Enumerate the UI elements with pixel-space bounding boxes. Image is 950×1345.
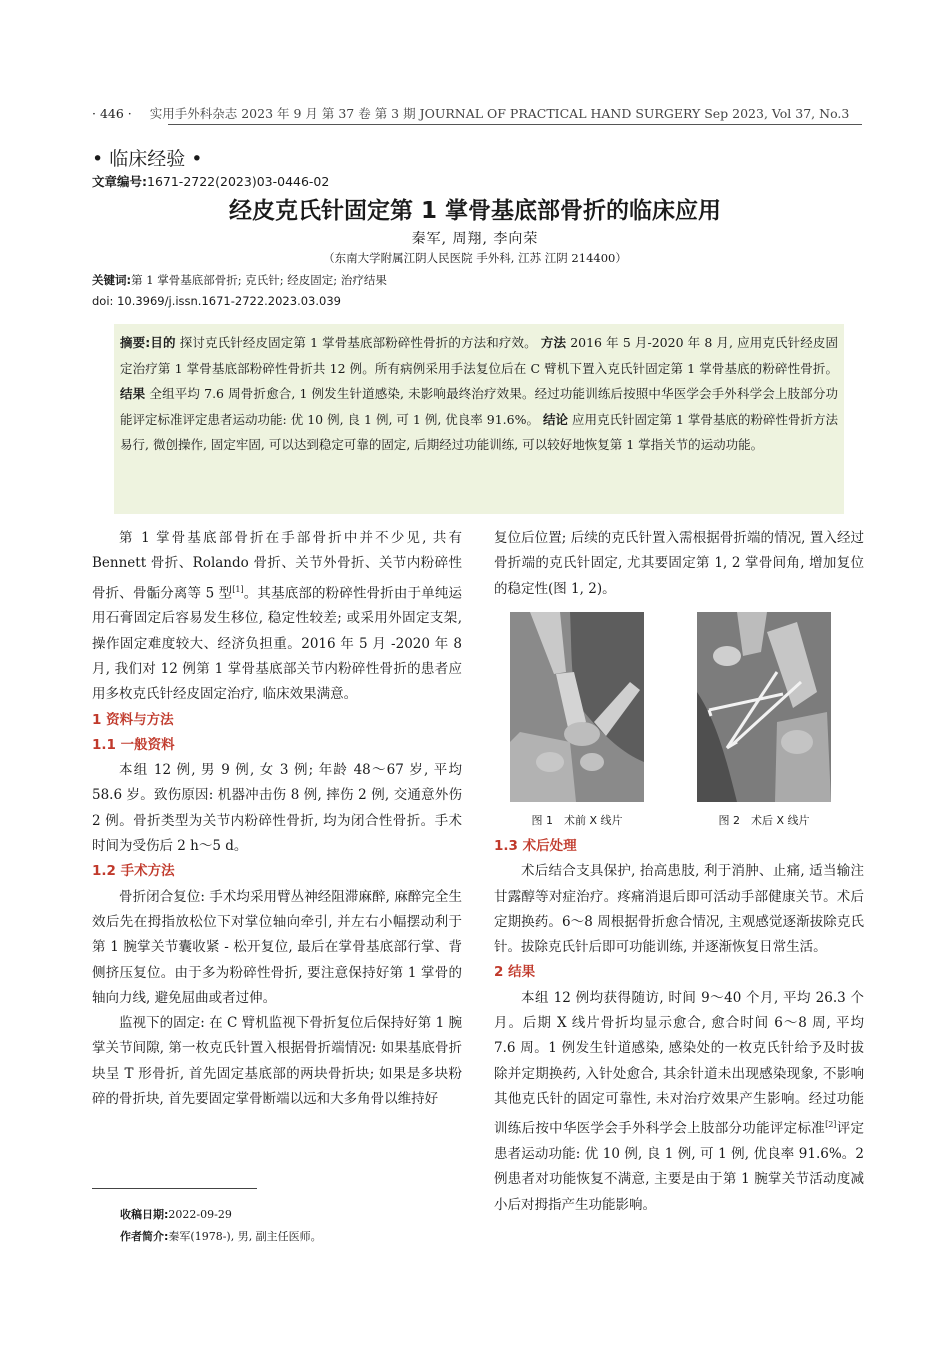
header-rule: [168, 124, 862, 125]
intro-text-2: 。其基底部的粉碎性骨折由于单纯运用石膏固定后容易发生移位, 稳定性较差; 或采用外固定支架, 操作固定难度较大、经济负担重。2016 年 5 月 -2020 年 8 月, 我们对 12 例第 1 掌骨基底部关节内粉碎性骨折的患者应用多枚克氏针经皮固定治疗, 临床效果满意。: [92, 585, 463, 703]
page-number: · 446 ·: [92, 106, 132, 121]
section-tag: • 临床经验 •: [92, 148, 203, 170]
right-column-top: [494, 526, 864, 602]
article-number-value: 1671-2722(2023)03-0446-02: [147, 174, 330, 189]
results-paragraph: [494, 986, 864, 1218]
continuation-paragraph: 复位后位置; 后续的克氏针置入需根据骨折端的情况, 置入经过骨折端的克氏针固定, 尤其要固定第 1, 2 掌骨间角, 增加复位的稳定性(图 1, 2)。: [494, 530, 864, 597]
heading-surgical-method: 1.2 手术方法: [92, 863, 175, 880]
keywords-label: 关键词:: [92, 273, 132, 287]
abstract-label: 摘要:: [120, 335, 151, 350]
running-header: [92, 104, 862, 122]
conclusion-label: 结论: [542, 411, 568, 427]
results-label: 结果: [120, 386, 146, 401]
reduction-paragraph: 骨折闭合复位: 手术均采用臂丛神经阻滞麻醉, 麻醉完全生效后先在拇指放松位下对掌位轴向牵引, 并左右小幅摆动利于第 1 腕掌关节囊收紧 - 松开复位, 最后在掌骨基底部行掌、背侧挤压复位。由于多为粉碎性骨折, 要注意保持好第 1 掌骨的轴向力线, 避免屈曲或者过伸。: [92, 888, 462, 1006]
objective-label: 目的: [150, 335, 176, 350]
left-column: [92, 526, 462, 1112]
keywords-value: 第 1 掌骨基底部骨折; 克氏针; 经皮固定; 治疗结果: [131, 273, 387, 287]
results-text-1: 本组 12 例均获得随访, 时间 9～40 个月, 平均 26.3 个月。后期 X 线片骨折均显示愈合, 愈合时间 6～8 周, 平均 7.6 周。1 例发生针道感染, 感染处的一枚克氏针给予及时拔除并定期换药, 入针处愈合, 其余针道未出现感染现象, 不影响其他克氏针的固定可靠性, 未对治疗效果产生影响。经过功能训练后按中华医学会手外科学会上肢部分功能评定标准: [494, 989, 864, 1137]
abstract-box: [114, 324, 844, 514]
postop-xray-figure: [697, 612, 831, 802]
received-label: 收稿日期:: [120, 1208, 169, 1221]
heading-postop: 1.3 术后处理: [494, 838, 577, 854]
author-bio: [120, 1228, 322, 1244]
methods-text: 2016 年 5 月-2020 年 8 月, 应用克氏针经皮固定治疗第 1 掌骨基底部粉碎性骨折共 12 例。所有病例采用手法复位后在 C 臂机下置入克氏针固定第 1 掌骨基底的粉碎性骨折。: [120, 335, 838, 376]
received-value: 2022-09-29: [168, 1208, 232, 1221]
heading-methods: 1 资料与方法: [92, 711, 174, 728]
general-data-paragraph: 本组 12 例, 男 9 例, 女 3 例; 年龄 48～67 岁, 平均 58.6 岁。致伤原因: 机器冲击伤 8 例, 摔伤 2 例, 交通意外伤 2 例。骨折类型为关节内粉碎性骨折, 均为闭合性骨折。手术时间为受伤后 2 h～5 d。: [92, 762, 462, 855]
methods-label: 方法: [540, 335, 567, 350]
authors: 秦军, 周翔, 李向荣: [411, 231, 539, 247]
heading-general-data: 1.1 一般资料: [92, 736, 175, 753]
author-bio-value: 秦军(1978-), 男, 副主任医师。: [168, 1230, 322, 1243]
doi-value: 10.3969/j.issn.1671-2722.2023.03.039: [117, 294, 341, 308]
affiliation: （东南大学附属江阴人民医院 手外科, 江苏 江阴 214400）: [323, 251, 627, 265]
postop-paragraph: 术后结合支具保护, 抬高患肢, 利于消肿、止痛, 适当输注甘露醇等对症治疗。疼痛消退后即可活动手部健康关节。术后定期换药。6～8 周根据骨折愈合情况, 主观感觉逐渐拔除克氏针。拔除克氏针后即可功能训练, 并逐渐恢复日常生活。: [494, 863, 864, 956]
preop-xray-image: [510, 612, 644, 802]
objective-text: 探讨克氏针经皮固定第 1 掌骨基底部粉碎性骨折的方法和疗效。: [179, 335, 537, 350]
results-text: 全组平均 7.6 周骨折愈合, 1 例发生针道感染, 未影响最终治疗效果。经过功能训练后按照中华医学会手外科学会上肢部分功能评定标准评定患者运动功能: 优 10 例, 良 1 例, 可 1 例, 优良率 91.6%。: [120, 386, 838, 427]
results-text-2: 评定患者运动功能: 优 10 例, 良 1 例, 可 1 例, 优良率 91.6%。2 例患者对功能恢复不满意, 主要是由于第 1 腕掌关节活动度减小后对拇指产生功能影响。: [494, 1120, 865, 1213]
figure-2-caption: 图 2 术后 X 线片: [718, 814, 810, 827]
article-number-label: 文章编号:: [92, 174, 147, 189]
intro-paragraph: [92, 526, 462, 708]
journal-line: 实用手外科杂志 2023 年 9 月 第 37 卷 第 3 期 JOURNAL OF PRACTICAL HAND SURGERY Sep 2023, Vol 37, No.3: [149, 106, 850, 121]
keywords: [92, 272, 387, 288]
fixation-paragraph: 监视下的固定: 在 C 臂机监视下骨折复位后保持好第 1 腕掌关节间隙, 第一枚克氏针置入根据骨折端情况: 如果基底骨折块呈 T 形骨折, 首先固定基底部的两块骨折块; 如果是多块粉碎的骨折块, 首先要固定掌骨断端以远和大多角骨以维持好: [92, 1015, 462, 1108]
intro-text-1: 第 1 掌骨基底部骨折在手部骨折中并不少见, 共有 Bennett 骨折、Rolando 骨折、关节外骨折、关节内粉碎性骨折、骨骺分离等 5 型: [92, 530, 462, 602]
footnote-rule: [92, 1188, 257, 1189]
reference-1[interactable]: [1]: [232, 584, 244, 594]
preop-xray-figure: [510, 612, 644, 802]
received-date: [120, 1206, 232, 1222]
figure-1-caption: 图 1 术前 X 线片: [531, 814, 623, 827]
postop-xray-image: [697, 612, 831, 802]
doi: [92, 294, 341, 308]
heading-results: 2 结果: [494, 964, 536, 981]
right-column-bottom: [494, 834, 864, 1218]
article-number: [92, 172, 329, 190]
reference-2[interactable]: [2]: [825, 1120, 837, 1130]
page-title: 经皮克氏针固定第 1 掌骨基底部骨折的临床应用: [228, 198, 722, 224]
doi-label: doi:: [92, 294, 114, 308]
conclusion-text: 应用克氏针固定第 1 掌骨基底的粉碎性骨折方法易行, 微创操作, 固定牢固, 可以达到稳定可靠的固定, 后期经过功能训练, 可以较好地恢复第 1 掌指关节的运动功能。: [120, 411, 838, 452]
author-bio-label: 作者简介:: [120, 1230, 169, 1243]
